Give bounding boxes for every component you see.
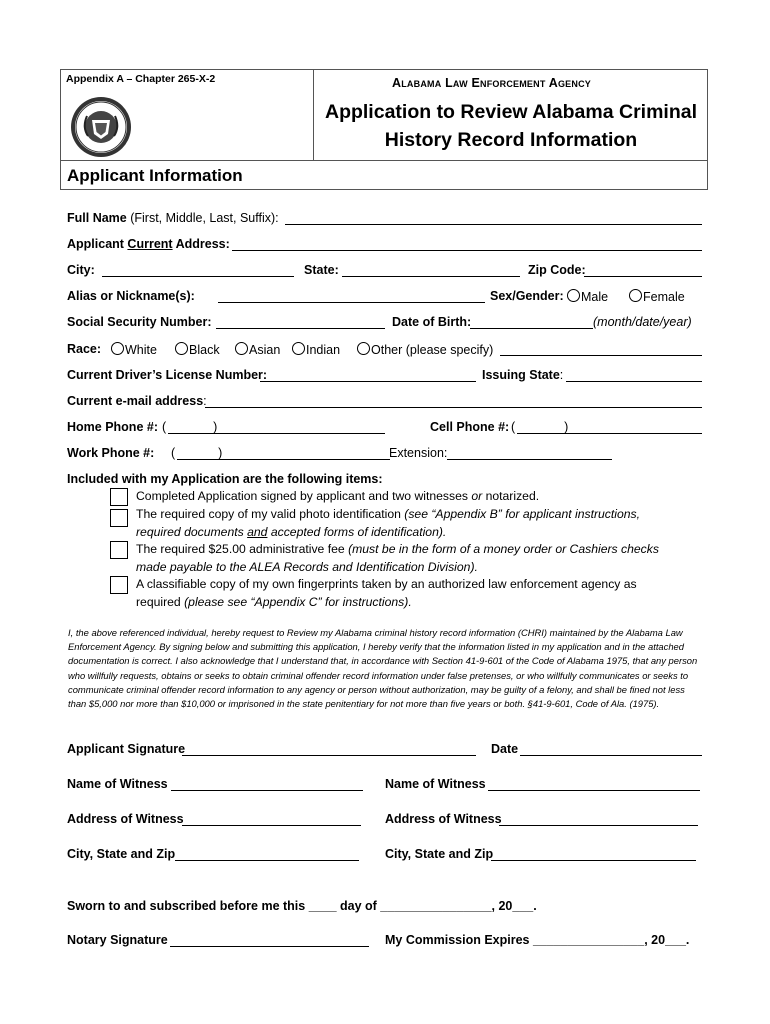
race-label: Race: [67, 342, 102, 356]
issuing-state-field[interactable] [566, 381, 702, 382]
witness-name-label-2: Name of Witness [385, 777, 486, 791]
white-radio[interactable] [111, 342, 124, 355]
included-heading: Included with my Application are the following items: [67, 472, 383, 486]
witness-address-label-2: Address of Witness [385, 812, 502, 826]
race-other-field[interactable] [500, 355, 702, 356]
race-option-black[interactable]: Black [175, 342, 220, 357]
agency-name: Alabama Law Enforcement Agency [392, 76, 591, 90]
cell-phone-field[interactable] [517, 433, 702, 434]
sex-gender-label: Sex/Gender: [490, 289, 564, 303]
home-phone-field[interactable] [168, 433, 385, 434]
race-option-white[interactable]: White [111, 342, 157, 357]
date-label: Date [491, 742, 519, 756]
indian-radio[interactable] [292, 342, 305, 355]
zip-field[interactable] [584, 276, 702, 277]
license-label: Current Driver’s License Number: [67, 368, 268, 382]
witness-address-label-1: Address of Witness [67, 812, 184, 826]
section-title: Applicant Information [67, 166, 243, 185]
applicant-signature-label: Applicant Signature [67, 742, 186, 756]
commission-expires-label: My Commission Expires ________________, 20___. [385, 933, 690, 947]
city-label: City: [67, 263, 95, 277]
included-item-4: A classifiable copy of my own fingerprints taken by an authorized law enforcement agency as required (please see “Appendix C” for instructions). [136, 577, 637, 609]
included-item-3: The required $25.00 administrative fee (must be in the form of a money order or Cashiers checks made payable to the ALEA Records and Identification Division). [136, 542, 659, 574]
witness-city-label-1: City, State and Zip [67, 847, 176, 861]
full-name-field[interactable] [285, 224, 702, 225]
home-phone-label: Home Phone #: [67, 420, 158, 434]
work-phone-field[interactable] [177, 459, 390, 460]
cell-phone-label: Cell Phone #: [430, 420, 510, 434]
black-radio[interactable] [175, 342, 188, 355]
date-field[interactable] [520, 755, 702, 756]
notary-signature-field[interactable] [170, 946, 369, 947]
included-item-1: Completed Application signed by applicant and two witnesses or notarized. [136, 489, 540, 503]
race-option-indian[interactable]: Indian [292, 342, 340, 357]
included-item-2: The required copy of my valid photo identification (see “Appendix B” for applicant instructions, required documents and accepted forms of identification). [136, 507, 641, 539]
email-label: Current e-mail address: [67, 394, 207, 408]
email-field[interactable] [205, 407, 702, 408]
witness-address-field-1[interactable] [182, 825, 361, 826]
dob-label: Date of Birth: [392, 315, 472, 329]
witness-name-label-1: Name of Witness [67, 777, 168, 791]
race-option-other[interactable]: Other (please specify) [357, 342, 493, 357]
asian-radio[interactable] [235, 342, 248, 355]
race-option-asian[interactable]: Asian [235, 342, 280, 357]
item-checkbox-2[interactable] [110, 509, 128, 527]
page-title [318, 98, 704, 154]
appendix-label: Appendix A – Chapter 265-X-2 [66, 73, 216, 85]
ssn-field[interactable] [216, 328, 385, 329]
sworn-statement: Sworn to and subscribed before me this ____ day of ________________, 20___. [67, 899, 537, 913]
witness-city-field-1[interactable] [175, 860, 359, 861]
license-field[interactable] [260, 381, 476, 382]
state-label: State: [304, 263, 339, 277]
full-name-label: Full Name (First, Middle, Last, Suffix): [67, 211, 279, 225]
issuing-state-label: Issuing State: [482, 368, 564, 382]
witness-city-field-2[interactable] [491, 860, 696, 861]
male-option[interactable]: Male [567, 289, 608, 304]
home-phone-area-paren: ( ) [162, 420, 218, 434]
dob-field[interactable] [470, 328, 593, 329]
header-divider [313, 69, 314, 161]
female-radio[interactable] [629, 289, 642, 302]
title-line-2: History Record Information [384, 129, 638, 151]
cell-phone-area-paren: ( ) [511, 420, 569, 434]
item-checkbox-1[interactable] [110, 488, 128, 506]
notary-signature-label: Notary Signature [67, 933, 168, 947]
state-field[interactable] [342, 276, 520, 277]
ssn-label: Social Security Number: [67, 315, 212, 329]
witness-address-field-2[interactable] [499, 825, 698, 826]
title-line-1: Application to Review Alabama Criminal [324, 101, 698, 123]
zip-label: Zip Code: [528, 263, 586, 277]
item-checkbox-4[interactable] [110, 576, 128, 594]
work-phone-label: Work Phone #: [67, 446, 155, 460]
address-field[interactable] [232, 250, 702, 251]
work-phone-area-paren: ( ) [171, 446, 223, 460]
witness-name-field-1[interactable] [171, 790, 363, 791]
extension-label: Extension: [389, 446, 448, 460]
item-checkbox-3[interactable] [110, 541, 128, 559]
extension-field[interactable] [447, 459, 612, 460]
witness-city-label-2: City, State and Zip [385, 847, 494, 861]
address-label: Applicant Current Address: [67, 237, 230, 251]
declaration-text: I, the above referenced individual, hereby request to Review my Alabama criminal history record information (CHRI) maintained by the Alabama Law Enforcement Agency. By signing below and submitting this application, I hereby verify that the information listed in my application and in the attached documentation is correct. I also acknowledge that I understand that, in accordance with Section 41-9-601 of the Code of Alabama 1975, that any person who willfully requests, obtains or seeks to obtain criminal offender record information under false pretenses, or who willfully communicates or seeks to communicate criminal offender record information to any agency or person without authorization, may be guilty of a felony, and shall be fined not less than $5,000 nor more than $10,000 or imprisoned in the state penitentiary for not more than five years or both. §41-9-601, Code of Ala. (1975). [68, 627, 698, 710]
applicant-signature-field[interactable] [182, 755, 476, 756]
dob-hint: (month/date/year) [593, 315, 692, 329]
female-option[interactable]: Female [629, 289, 685, 304]
other-radio[interactable] [357, 342, 370, 355]
witness-name-field-2[interactable] [488, 790, 700, 791]
alias-label: Alias or Nickname(s): [67, 289, 195, 303]
alias-field[interactable] [218, 302, 485, 303]
city-field[interactable] [102, 276, 294, 277]
state-seal-logo [70, 96, 132, 158]
male-radio[interactable] [567, 289, 580, 302]
